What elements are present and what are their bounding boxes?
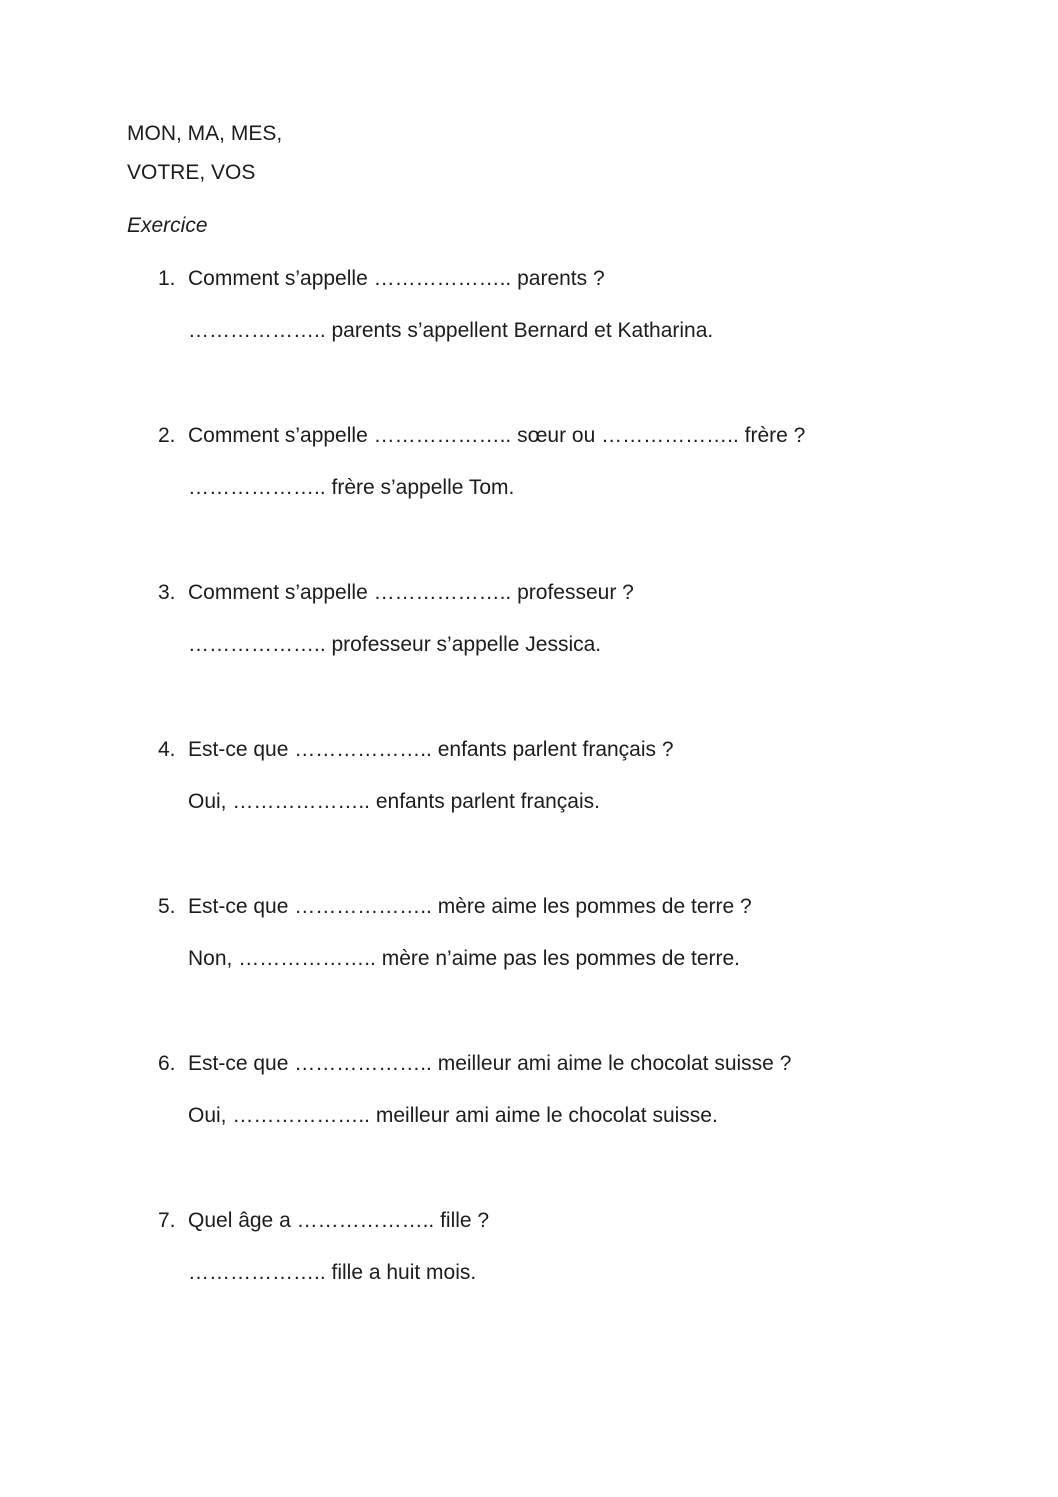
exercise-heading: Exercice <box>127 214 208 237</box>
exercise-item-4 <box>127 730 998 821</box>
answer-text: ……………….. professeur s’appelle Jessica. <box>188 633 602 656</box>
exercise-item-5 <box>127 887 998 978</box>
question-row <box>127 730 998 769</box>
question-row <box>127 1044 998 1083</box>
title-line-1: MON, MA, MES, <box>127 122 283 145</box>
question-row <box>127 1201 998 1240</box>
item-number: 3. <box>158 581 176 604</box>
item-number: 2. <box>158 424 176 447</box>
question-text: Est-ce que ……………….. enfants parlent français ? <box>188 738 674 761</box>
question-text: Quel âge a ……………….. fille ? <box>188 1209 490 1232</box>
question-row <box>127 416 998 455</box>
item-number: 1. <box>158 267 176 290</box>
exercise-item-3 <box>127 573 998 664</box>
question-text: Comment s’appelle ……………….. sœur ou ……………….. frère ? <box>188 424 806 447</box>
exercise-item-1 <box>127 259 998 350</box>
exercise-item-6 <box>127 1044 998 1135</box>
question-text: Est-ce que ……………….. mère aime les pommes de terre ? <box>188 895 752 918</box>
question-text: Comment s’appelle ……………….. professeur ? <box>188 581 634 604</box>
question-text: Comment s’appelle ……………….. parents ? <box>188 267 605 290</box>
exercise-list <box>127 259 998 1292</box>
exercise-item-2 <box>127 416 998 507</box>
question-row <box>127 887 998 926</box>
answer-text: ……………….. fille a huit mois. <box>188 1261 477 1284</box>
item-number: 4. <box>158 738 176 761</box>
answer-text: Oui, ……………….. meilleur ami aime le chocolat suisse. <box>188 1104 718 1127</box>
question-row <box>127 259 998 298</box>
exercise-item-7 <box>127 1201 998 1292</box>
item-number: 7. <box>158 1209 176 1232</box>
answer-text: ……………….. frère s’appelle Tom. <box>188 476 515 499</box>
question-text: Est-ce que ……………….. meilleur ami aime le chocolat suisse ? <box>188 1052 792 1075</box>
answer-text: Non, ……………….. mère n’aime pas les pommes de terre. <box>188 947 741 970</box>
answer-text: ……………….. parents s’appellent Bernard et Katharina. <box>188 319 714 342</box>
item-number: 6. <box>158 1052 176 1075</box>
question-row <box>127 573 998 612</box>
item-number: 5. <box>158 895 176 918</box>
title-line-2: VOTRE, VOS <box>127 161 256 184</box>
answer-text: Oui, ……………….. enfants parlent français. <box>188 790 600 813</box>
